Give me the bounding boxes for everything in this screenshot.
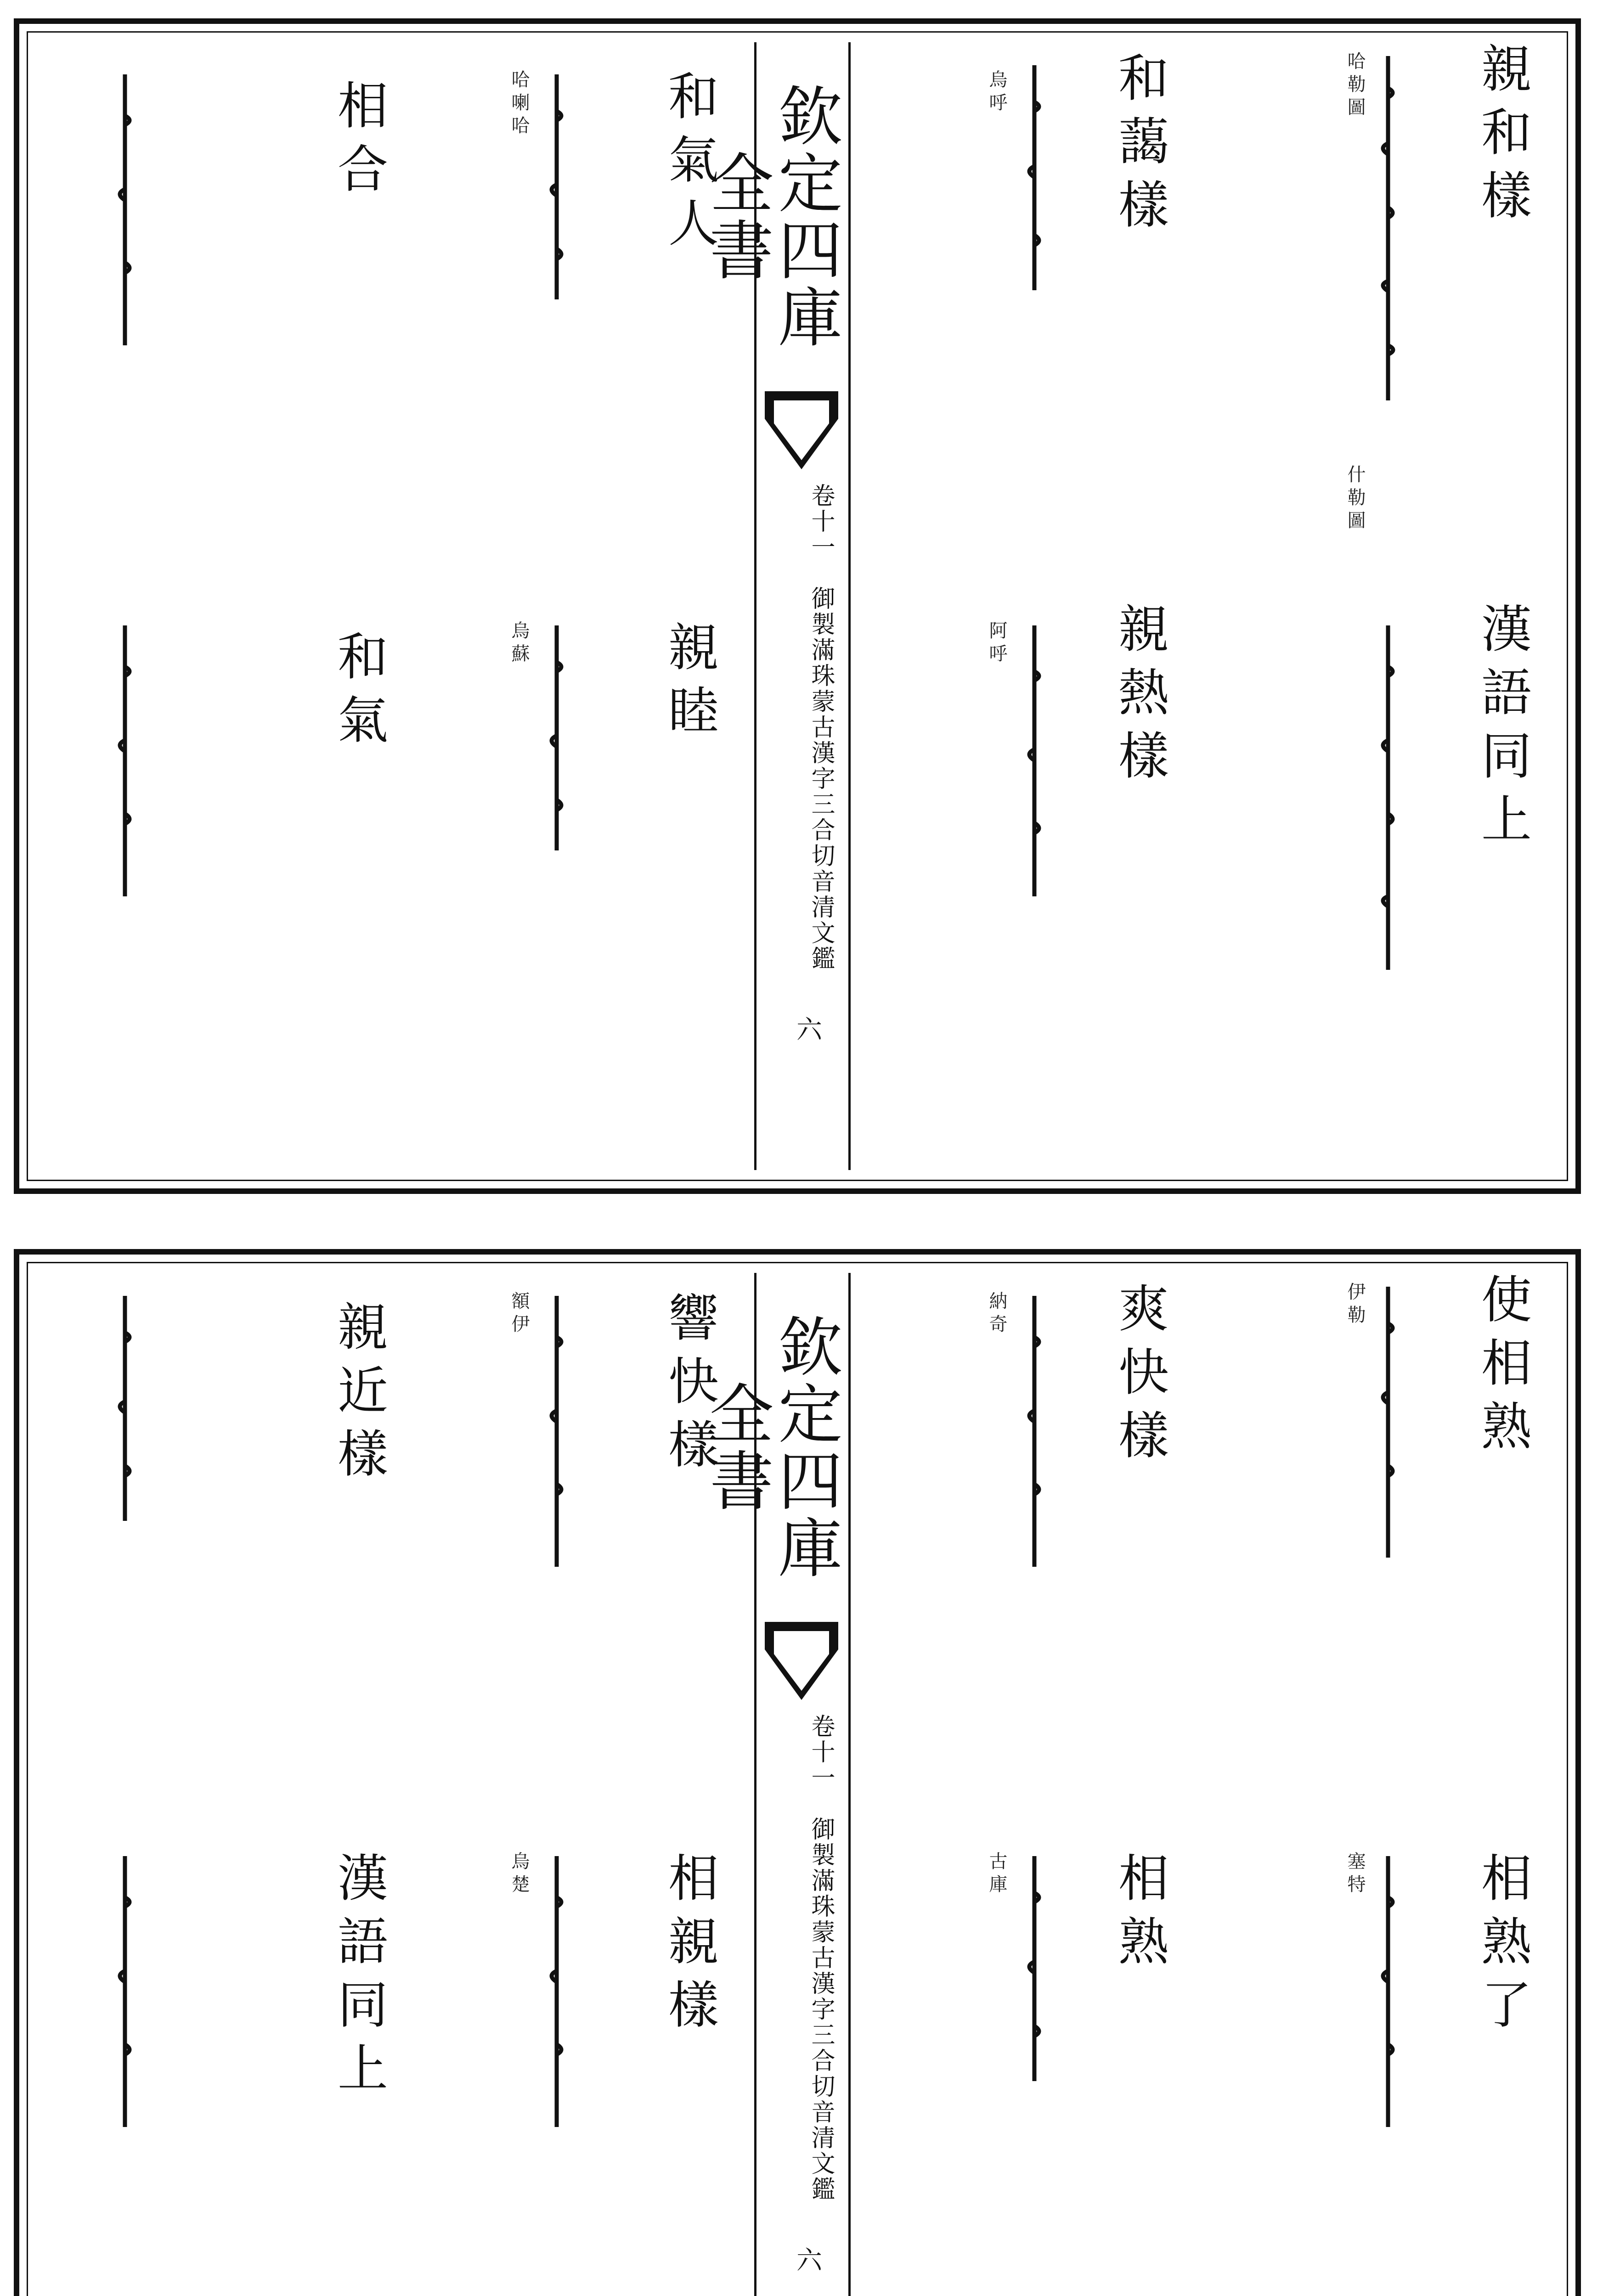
band-subtitle <box>770 1714 835 2265</box>
gloss: 古庫 <box>986 1851 1007 1897</box>
manchu-script-column <box>1374 621 1402 979</box>
top-center-band <box>699 42 851 1170</box>
manchu-script-column <box>111 70 139 355</box>
gloss: 額伊 <box>508 1291 530 1337</box>
gloss: 阿呼 <box>986 621 1007 667</box>
gloss: 納奇 <box>986 1291 1007 1337</box>
gloss: 塞特 <box>1344 1851 1366 1897</box>
manchu-script-column <box>111 1851 139 2136</box>
volume-label: 卷十一 <box>807 483 835 560</box>
page-number: 六 <box>792 2246 822 2272</box>
manchu-script-column <box>1374 1851 1402 2136</box>
manchu-script-column <box>111 1291 139 1530</box>
headword: 使相熟 <box>1473 1273 1532 1463</box>
gloss: 哈勒圖 <box>1344 51 1366 120</box>
headword: 和藹樣 <box>1110 51 1169 242</box>
band-title: 欽定四庫全書 <box>699 1313 842 1581</box>
headword: 親睦 <box>660 621 719 748</box>
gloss: 烏呼 <box>986 70 1007 116</box>
gloss: 烏蘇 <box>508 621 530 667</box>
manchu-script-column <box>543 1291 570 1576</box>
manchu-script-column <box>1021 61 1048 299</box>
manchu-script-column <box>1021 1851 1048 2090</box>
headword: 相熟了 <box>1473 1851 1532 2042</box>
manchu-script-column <box>543 621 570 860</box>
manchu-script-column <box>111 621 139 906</box>
headword: 漢語同上 <box>1473 602 1532 856</box>
fish-tail-ornament <box>765 391 838 469</box>
gloss: 伊勒 <box>1344 1282 1366 1328</box>
gloss: 哈喇哈 <box>508 70 530 139</box>
dictionary-title: 御製滿珠蒙古漢字三合切音清文鑑 <box>807 586 835 972</box>
headword: 親近樣 <box>329 1300 388 1491</box>
gloss: 什勒圖 <box>1344 465 1366 534</box>
bottom-center-band <box>699 1273 851 2296</box>
manchu-script-column <box>1374 1282 1402 1567</box>
gloss: 烏楚 <box>508 1851 530 1897</box>
headword: 相合 <box>329 79 388 206</box>
headword: 爽快樣 <box>1110 1282 1169 1472</box>
top-page-frame <box>14 18 1581 1194</box>
headword: 和氣 <box>329 630 388 757</box>
manchu-script-column <box>1021 1291 1048 1576</box>
dictionary-title: 御製滿珠蒙古漢字三合切音清文鑑 <box>807 1817 835 2202</box>
volume-label: 卷十一 <box>807 1714 835 1791</box>
bottom-page-frame <box>14 1249 1581 2296</box>
fish-tail-ornament <box>765 1622 838 1700</box>
manchu-script-column <box>1021 621 1048 906</box>
band-subtitle <box>770 483 835 1034</box>
headword: 漢語同上 <box>329 1851 388 2105</box>
headword: 親和樣 <box>1473 42 1532 232</box>
headword: 親熱樣 <box>1110 602 1169 793</box>
band-title: 欽定四庫全書 <box>699 83 842 351</box>
headword: 響快樣 <box>660 1291 719 1481</box>
headword: 相熟 <box>1110 1851 1169 1978</box>
manchu-script-column <box>543 1851 570 2136</box>
headword: 和氣人 <box>660 70 719 260</box>
headword: 相親樣 <box>660 1851 719 2042</box>
manchu-script-column <box>1374 51 1402 410</box>
manchu-script-column <box>543 70 570 309</box>
page-number: 六 <box>792 1016 822 1041</box>
